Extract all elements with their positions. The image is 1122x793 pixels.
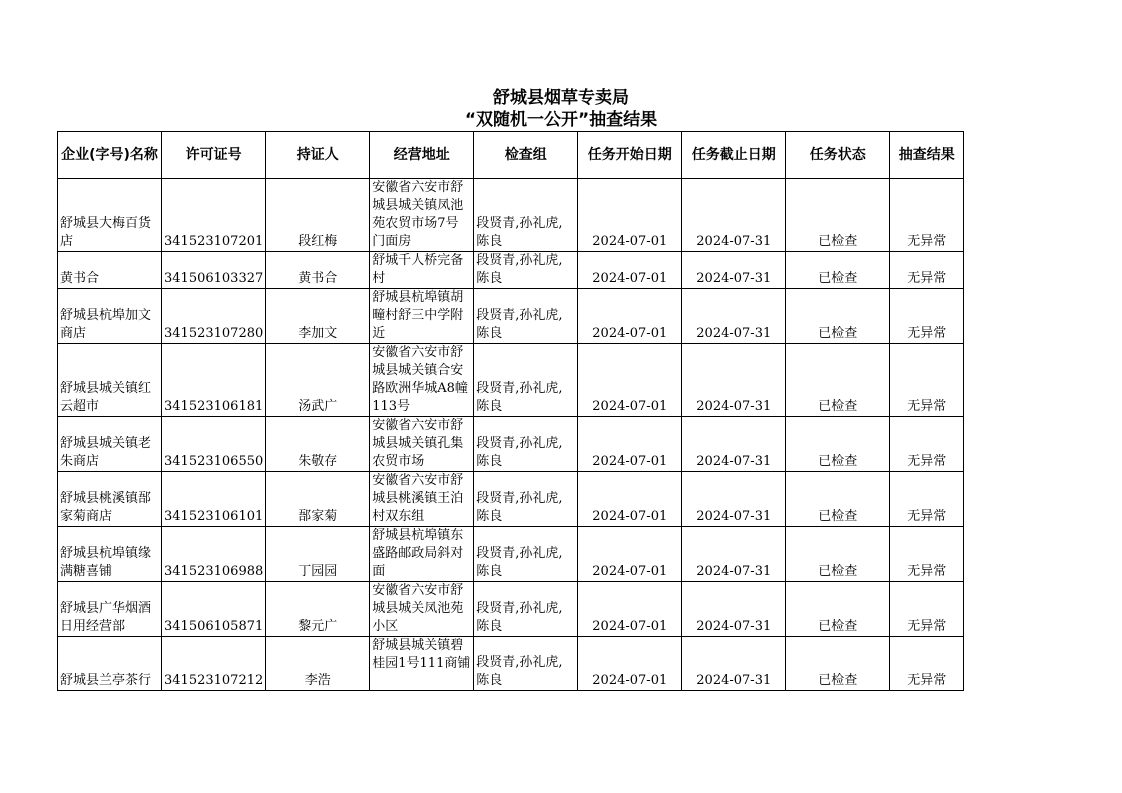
cell-status: 已检查: [786, 344, 890, 417]
col-header-group: 检查组: [474, 132, 578, 179]
cell-name: 黄书合: [58, 252, 162, 289]
cell-name: 舒城县城关镇红云超市: [58, 344, 162, 417]
cell-license: 341523106550: [162, 417, 266, 472]
cell-result: 无异常: [890, 527, 964, 582]
cell-result: 无异常: [890, 582, 964, 637]
cell-holder: 李浩: [266, 637, 370, 691]
cell-result: 无异常: [890, 637, 964, 691]
col-header-address: 经营地址: [370, 132, 474, 179]
col-header-name: 企业(字号)名称: [58, 132, 162, 179]
table-row: [58, 582, 964, 637]
cell-end: 2024-07-31: [682, 582, 786, 637]
cell-address: 舒城千人桥完备村: [370, 252, 474, 289]
cell-result: 无异常: [890, 252, 964, 289]
cell-address: 安徽省六安市舒城县城关镇孔集农贸市场: [370, 417, 474, 472]
cell-group: 段贤青,孙礼虎,陈良: [474, 637, 578, 691]
col-header-holder: 持证人: [266, 132, 370, 179]
cell-end: 2024-07-31: [682, 344, 786, 417]
cell-result: 无异常: [890, 417, 964, 472]
cell-holder: 郚家菊: [266, 472, 370, 527]
results-table: [57, 131, 964, 691]
table-row: [58, 472, 964, 527]
cell-end: 2024-07-31: [682, 179, 786, 252]
cell-address: 安徽省六安市舒城县城关镇合安路欧洲华城A8幢113号: [370, 344, 474, 417]
cell-name: 舒城县城关镇老朱商店: [58, 417, 162, 472]
cell-status: 已检查: [786, 417, 890, 472]
cell-holder: 段红梅: [266, 179, 370, 252]
cell-start: 2024-07-01: [578, 582, 682, 637]
cell-end: 2024-07-31: [682, 527, 786, 582]
cell-start: 2024-07-01: [578, 344, 682, 417]
cell-status: 已检查: [786, 252, 890, 289]
cell-address: 舒城县城关镇碧桂园1号111商铺: [370, 637, 474, 691]
cell-result: 无异常: [890, 472, 964, 527]
cell-address: 安徽省六安市舒城县桃溪镇王泊村双东组: [370, 472, 474, 527]
col-header-license: 许可证号: [162, 132, 266, 179]
cell-group: 段贤青,孙礼虎,陈良: [474, 289, 578, 344]
cell-name: 舒城县兰亭茶行: [58, 637, 162, 691]
table-row: [58, 252, 964, 289]
cell-status: 已检查: [786, 637, 890, 691]
cell-license: 341506105871: [162, 582, 266, 637]
cell-end: 2024-07-31: [682, 252, 786, 289]
cell-result: 无异常: [890, 344, 964, 417]
cell-end: 2024-07-31: [682, 417, 786, 472]
document-subtitle: “双随机一公开”抽查结果: [464, 110, 658, 130]
cell-start: 2024-07-01: [578, 417, 682, 472]
col-header-status: 任务状态: [786, 132, 890, 179]
cell-name: 舒城县桃溪镇郚家菊商店: [58, 472, 162, 527]
cell-group: 段贤青,孙礼虎,陈良: [474, 417, 578, 472]
cell-license: 341523106101: [162, 472, 266, 527]
cell-license: 341523107280: [162, 289, 266, 344]
col-header-start: 任务开始日期: [578, 132, 682, 179]
cell-name: 舒城县杭埠加文商店: [58, 289, 162, 344]
cell-group: 段贤青,孙礼虎,陈良: [474, 179, 578, 252]
cell-end: 2024-07-31: [682, 289, 786, 344]
cell-group: 段贤青,孙礼虎,陈良: [474, 252, 578, 289]
cell-holder: 李加文: [266, 289, 370, 344]
cell-end: 2024-07-31: [682, 472, 786, 527]
cell-holder: 黄书合: [266, 252, 370, 289]
table-row: [58, 637, 964, 691]
cell-license: 341523106988: [162, 527, 266, 582]
cell-status: 已检查: [786, 582, 890, 637]
cell-license: 341523107201: [162, 179, 266, 252]
cell-group: 段贤青,孙礼虎,陈良: [474, 344, 578, 417]
cell-holder: 汤武广: [266, 344, 370, 417]
cell-end: 2024-07-31: [682, 637, 786, 691]
cell-license: 341523107212: [162, 637, 266, 691]
cell-start: 2024-07-01: [578, 472, 682, 527]
table-row: [58, 289, 964, 344]
cell-result: 无异常: [890, 179, 964, 252]
cell-address: 舒城县杭埠镇胡疃村舒三中学附近: [370, 289, 474, 344]
cell-status: 已检查: [786, 179, 890, 252]
cell-group: 段贤青,孙礼虎,陈良: [474, 582, 578, 637]
cell-start: 2024-07-01: [578, 289, 682, 344]
cell-holder: 丁园园: [266, 527, 370, 582]
header-row: [58, 132, 964, 179]
cell-start: 2024-07-01: [578, 252, 682, 289]
cell-result: 无异常: [890, 289, 964, 344]
cell-holder: 黎元广: [266, 582, 370, 637]
cell-start: 2024-07-01: [578, 637, 682, 691]
table-row: [58, 179, 964, 252]
table-row: [58, 527, 964, 582]
cell-holder: 朱敬存: [266, 417, 370, 472]
cell-status: 已检查: [786, 472, 890, 527]
col-header-end: 任务截止日期: [682, 132, 786, 179]
table-row: [58, 344, 964, 417]
col-header-result: 抽查结果: [890, 132, 964, 179]
cell-group: 段贤青,孙礼虎,陈良: [474, 527, 578, 582]
cell-address: 安徽省六安市舒城县城关镇凤池苑农贸市场7号门面房: [370, 179, 474, 252]
table-row: [58, 417, 964, 472]
cell-license: 341506103327: [162, 252, 266, 289]
cell-name: 舒城县大梅百货店: [58, 179, 162, 252]
cell-address: 安徽省六安市舒城县城关凤池苑小区: [370, 582, 474, 637]
cell-start: 2024-07-01: [578, 527, 682, 582]
cell-address: 舒城县杭埠镇东盛路邮政局斜对面: [370, 527, 474, 582]
cell-name: 舒城县杭埠镇缘满糖喜铺: [58, 527, 162, 582]
cell-status: 已检查: [786, 289, 890, 344]
cell-status: 已检查: [786, 527, 890, 582]
cell-start: 2024-07-01: [578, 179, 682, 252]
cell-name: 舒城县广华烟酒日用经营部: [58, 582, 162, 637]
document-title: 舒城县烟草专卖局: [493, 88, 629, 108]
cell-group: 段贤青,孙礼虎,陈良: [474, 472, 578, 527]
cell-license: 341523106181: [162, 344, 266, 417]
